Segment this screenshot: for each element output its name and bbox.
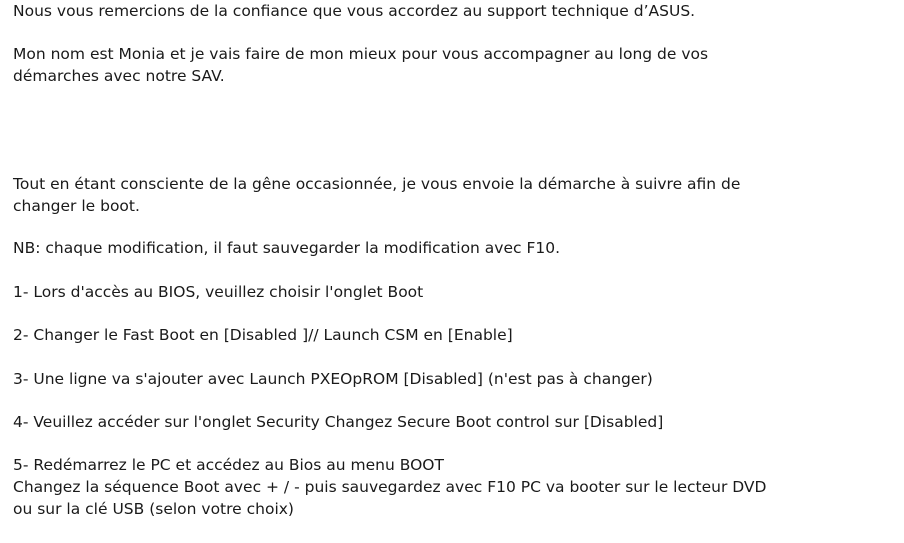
step-1: 1- Lors d'accès au BIOS, veuillez choisir l'onglet Boot [13, 283, 424, 301]
step-5-line-1: 5- Redémarrez le PC et accédez au Bios au menu BOOT [13, 456, 444, 474]
context-text-line-2: changer le boot. [13, 197, 140, 215]
step-4: 4- Veuillez accéder sur l'onglet Security Changez Secure Boot control sur [Disabled] [13, 413, 664, 431]
note-text: NB: chaque modification, il faut sauvegarder la modification avec F10. [13, 239, 561, 257]
step-5-line-3: ou sur la clé USB (selon votre choix) [13, 500, 294, 518]
intro-text-line-2: démarches avec notre SAV. [13, 67, 225, 85]
greeting-text: Nous vous remercions de la confiance que vous accordez au support technique d’ASUS. [13, 2, 696, 20]
step-5-line-2: Changez la séquence Boot avec + / - puis sauvegardez avec F10 PC va booter sur le lecteur DVD [13, 478, 767, 496]
context-text-line-1: Tout en étant consciente de la gêne occasionnée, je vous envoie la démarche à suivre afin de [13, 175, 741, 193]
step-3: 3- Une ligne va s'ajouter avec Launch PXEOpROM [Disabled] (n'est pas à changer) [13, 370, 653, 388]
intro-text-line-1: Mon nom est Monia et je vais faire de mon mieux pour vous accompagner au long de vos [13, 45, 709, 63]
step-2: 2- Changer le Fast Boot en [Disabled ]// Launch CSM en [Enable] [13, 326, 513, 344]
